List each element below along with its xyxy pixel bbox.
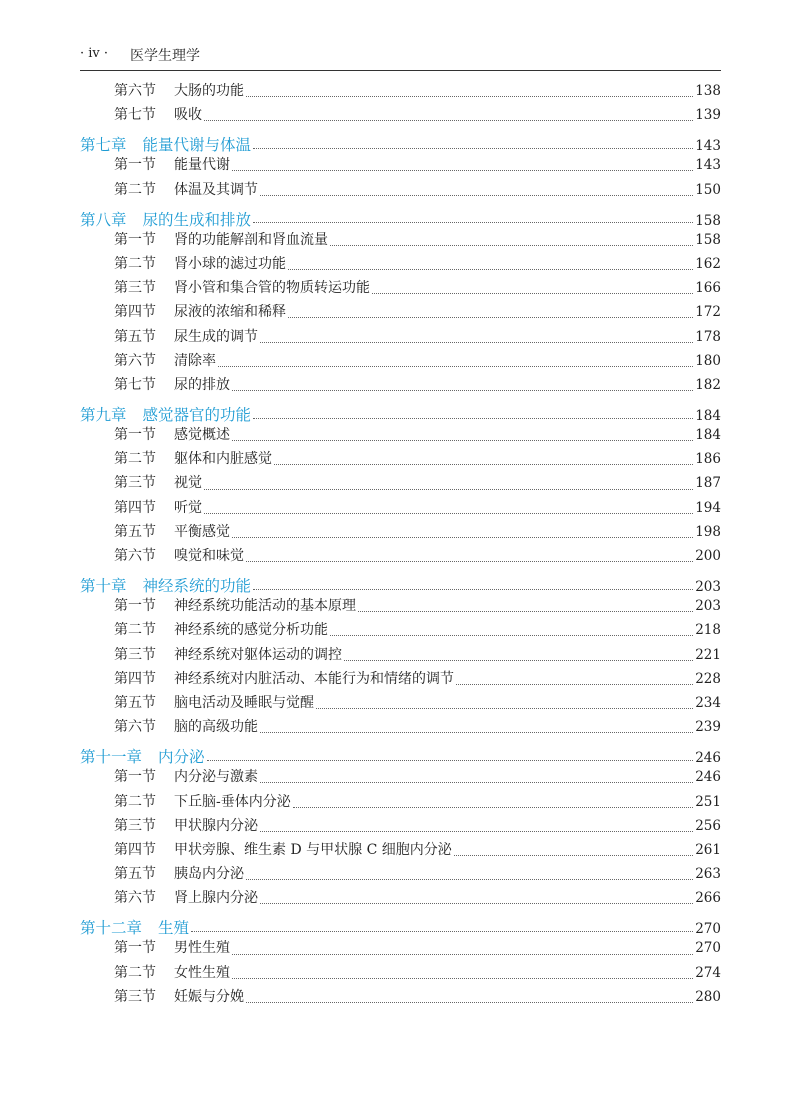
chapter-number: 第九章 — [80, 406, 127, 425]
page-number-ref: 274 — [695, 964, 721, 981]
page-number-ref: 143 — [695, 138, 721, 155]
section-title: 能量代谢 — [174, 157, 230, 174]
toc-section-row[interactable] — [80, 887, 721, 911]
page-number-ref: 158 — [695, 231, 721, 248]
page-number-ref: 150 — [695, 181, 721, 198]
toc-chapter-row[interactable] — [80, 398, 721, 424]
toc-section-row[interactable] — [80, 962, 721, 986]
section-title: 神经系统对内脏活动、本能行为和情绪的调节 — [174, 670, 454, 687]
page-number-ref: 246 — [695, 750, 721, 767]
dot-leader — [288, 268, 693, 270]
dot-leader — [330, 244, 693, 246]
page-number-ref: 270 — [695, 921, 721, 938]
page-number: · iv · — [80, 46, 109, 61]
dot-leader — [372, 292, 693, 294]
page-number-ref: 186 — [695, 451, 721, 468]
page-number-ref: 228 — [695, 670, 721, 687]
section-title: 神经系统功能活动的基本原理 — [174, 598, 356, 615]
section-number: 第六节 — [114, 719, 156, 736]
dot-leader — [454, 854, 693, 856]
toc-section-row[interactable] — [80, 253, 721, 277]
section-title: 下丘脑-垂体内分泌 — [174, 793, 291, 810]
dot-leader — [246, 560, 693, 562]
section-title: 内分泌与激素 — [174, 769, 258, 786]
section-number: 第二节 — [114, 964, 156, 981]
chapter-number: 第七章 — [80, 136, 127, 155]
section-title: 体温及其调节 — [174, 181, 258, 198]
dot-leader — [260, 902, 693, 904]
chapter-number: 第十二章 — [80, 919, 143, 938]
dot-leader — [260, 194, 693, 196]
section-number: 第一节 — [114, 231, 156, 248]
section-title: 清除率 — [174, 352, 216, 369]
section-title: 男性生殖 — [174, 940, 230, 957]
table-of-contents — [80, 80, 721, 1010]
dot-leader — [288, 316, 693, 318]
section-title: 大肠的功能 — [174, 83, 244, 99]
section-title: 脑电活动及睡眠与觉醒 — [174, 694, 314, 711]
page-number-ref: 162 — [695, 255, 721, 272]
section-number: 第一节 — [114, 940, 156, 957]
toc-section-row[interactable] — [80, 839, 721, 863]
page-number-ref: 200 — [695, 548, 721, 564]
toc-section-row[interactable] — [80, 545, 721, 569]
dot-leader — [260, 731, 693, 733]
page-number-ref: 251 — [695, 793, 721, 810]
chapter-title: 尿的生成和排放 — [142, 210, 252, 229]
dot-leader — [344, 659, 693, 661]
section-number: 第四节 — [114, 499, 156, 516]
section-title: 吸收 — [174, 107, 202, 124]
chapter-number: 第十一章 — [80, 748, 143, 767]
dot-leader — [246, 95, 693, 97]
section-number: 第四节 — [114, 304, 156, 321]
page-number-ref: 158 — [695, 212, 721, 229]
section-title: 神经系统的感觉分析功能 — [174, 622, 328, 639]
chapter-number: 第十章 — [80, 577, 127, 596]
section-number: 第六节 — [114, 890, 156, 907]
page-number-ref: 184 — [695, 427, 721, 444]
toc-section-row[interactable] — [80, 472, 721, 496]
page-number-ref: 184 — [695, 408, 721, 425]
section-number: 第二节 — [114, 793, 156, 810]
section-title: 甲状旁腺、维生素 D 与甲状腺 C 细胞内分泌 — [174, 841, 452, 858]
section-number: 第三节 — [114, 280, 156, 297]
toc-section-row[interactable] — [80, 350, 721, 374]
section-title: 嗅觉和味觉 — [174, 548, 244, 564]
page-number-ref: 256 — [695, 817, 721, 834]
page-number-ref: 203 — [695, 579, 721, 596]
dot-leader — [232, 169, 693, 171]
section-number: 第五节 — [114, 523, 156, 540]
page-number-ref: 270 — [695, 940, 721, 957]
dot-leader — [260, 830, 693, 832]
section-title: 平衡感觉 — [174, 523, 230, 540]
dot-leader — [218, 365, 693, 367]
toc-section-row[interactable] — [80, 326, 721, 350]
page-number-ref: 246 — [695, 769, 721, 786]
toc-chapter-row[interactable] — [80, 569, 721, 595]
dot-leader — [253, 147, 693, 149]
dot-leader — [293, 806, 693, 808]
dot-leader — [232, 389, 693, 391]
section-number: 第一节 — [114, 157, 156, 174]
page-number-ref: 234 — [695, 694, 721, 711]
page-number-ref: 139 — [695, 107, 721, 124]
page-number-ref: 172 — [695, 304, 721, 321]
section-title: 尿生成的调节 — [174, 328, 258, 345]
section-number: 第三节 — [114, 817, 156, 834]
dot-leader — [330, 634, 693, 636]
section-number: 第二节 — [114, 451, 156, 468]
section-title: 肾小球的滤过功能 — [174, 255, 286, 272]
dot-leader — [232, 977, 693, 979]
section-number: 第六节 — [114, 352, 156, 369]
toc-chapter-row[interactable] — [80, 911, 721, 937]
section-number: 第七节 — [114, 376, 156, 393]
dot-leader — [456, 683, 693, 685]
section-number: 第七节 — [114, 107, 156, 124]
dot-leader — [260, 781, 693, 783]
page-number-ref: 166 — [695, 280, 721, 297]
section-title: 视觉 — [174, 475, 202, 492]
section-number: 第四节 — [114, 670, 156, 687]
page-number-ref: 180 — [695, 352, 721, 369]
toc-section-row[interactable] — [80, 692, 721, 716]
toc-section-row[interactable] — [80, 791, 721, 815]
section-number: 第三节 — [114, 475, 156, 492]
chapter-title: 神经系统的功能 — [142, 577, 252, 596]
section-title: 甲状腺内分泌 — [174, 817, 258, 834]
toc-section-row[interactable] — [80, 815, 721, 839]
page-number-ref: 143 — [695, 157, 721, 174]
toc-section-row[interactable] — [80, 104, 721, 128]
dot-leader — [358, 610, 693, 612]
toc-section-row[interactable] — [80, 229, 721, 253]
section-number: 第二节 — [114, 181, 156, 198]
page-number-ref: 261 — [695, 841, 721, 858]
section-title: 脑的高级功能 — [174, 719, 258, 736]
section-title: 肾小管和集合管的物质转运功能 — [174, 280, 370, 297]
toc-section-row[interactable] — [80, 766, 721, 790]
section-number: 第五节 — [114, 694, 156, 711]
toc-section-row[interactable] — [80, 154, 721, 178]
toc-section-row[interactable] — [80, 80, 721, 104]
page-number-ref: 280 — [695, 988, 721, 1005]
dot-leader — [204, 512, 693, 514]
dot-leader — [204, 119, 693, 121]
dot-leader — [232, 439, 693, 441]
section-title: 妊娠与分娩 — [174, 988, 244, 1005]
section-number: 第二节 — [114, 622, 156, 639]
chapter-title: 感觉器官的功能 — [142, 406, 252, 425]
dot-leader — [253, 417, 693, 419]
dot-leader — [191, 930, 693, 932]
toc-section-row[interactable] — [80, 937, 721, 961]
chapter-title: 生殖 — [158, 919, 190, 938]
chapter-number: 第八章 — [80, 210, 127, 229]
dot-leader — [207, 759, 694, 761]
page-number-ref: 266 — [695, 890, 721, 907]
page-number-ref: 218 — [695, 622, 721, 639]
chapter-title: 内分泌 — [158, 748, 205, 767]
toc-chapter-row[interactable] — [80, 740, 721, 766]
section-number: 第二节 — [114, 255, 156, 272]
page-number-ref: 178 — [695, 328, 721, 345]
dot-leader — [232, 536, 693, 538]
page-number-ref: 182 — [695, 376, 721, 393]
page-number-ref: 138 — [695, 83, 721, 99]
dot-leader — [316, 707, 693, 709]
toc-section-row[interactable] — [80, 863, 721, 887]
toc-section-row[interactable] — [80, 448, 721, 472]
toc-section-row[interactable] — [80, 497, 721, 521]
page-number-ref: 221 — [695, 646, 721, 663]
section-number: 第六节 — [114, 548, 156, 564]
toc-section-row[interactable] — [80, 521, 721, 545]
section-title: 神经系统对躯体运动的调控 — [174, 646, 342, 663]
section-title: 女性生殖 — [174, 964, 230, 981]
section-number: 第一节 — [114, 598, 156, 615]
dot-leader — [253, 221, 693, 223]
section-number: 第一节 — [114, 427, 156, 444]
section-number: 第五节 — [114, 328, 156, 345]
toc-section-row[interactable] — [80, 668, 721, 692]
section-title: 肾上腺内分泌 — [174, 890, 258, 907]
toc-section-row[interactable] — [80, 619, 721, 643]
section-number: 第四节 — [114, 841, 156, 858]
chapter-title: 能量代谢与体温 — [142, 136, 252, 155]
dot-leader — [260, 341, 693, 343]
section-title: 躯体和内脏感觉 — [174, 451, 272, 468]
section-number: 第六节 — [114, 83, 156, 99]
section-title: 尿的排放 — [174, 376, 230, 393]
section-title: 听觉 — [174, 499, 202, 516]
page-number-ref: 194 — [695, 499, 721, 516]
page-number-ref: 203 — [695, 598, 721, 615]
toc-section-row[interactable] — [80, 301, 721, 325]
section-number: 第三节 — [114, 988, 156, 1005]
dot-leader — [274, 463, 693, 465]
toc-chapter-row[interactable] — [80, 203, 721, 229]
toc-section-row[interactable] — [80, 986, 721, 1010]
section-number: 第三节 — [114, 646, 156, 663]
dot-leader — [232, 953, 693, 955]
toc-section-row[interactable] — [80, 277, 721, 301]
section-title: 感觉概述 — [174, 427, 230, 444]
section-number: 第五节 — [114, 866, 156, 883]
toc-chapter-row[interactable] — [80, 128, 721, 154]
book-title: 医学生理学 — [130, 48, 200, 64]
dot-leader — [204, 488, 693, 490]
toc-section-row[interactable] — [80, 595, 721, 619]
page-number-ref: 263 — [695, 866, 721, 883]
dot-leader — [246, 878, 693, 880]
toc-section-row[interactable] — [80, 424, 721, 448]
dot-leader — [253, 588, 693, 590]
section-title: 肾的功能解剖和肾血流量 — [174, 231, 328, 248]
toc-section-row[interactable] — [80, 644, 721, 668]
toc-section-row[interactable] — [80, 374, 721, 398]
section-number: 第一节 — [114, 769, 156, 786]
section-title: 尿液的浓缩和稀释 — [174, 304, 286, 321]
page-number-ref: 198 — [695, 523, 721, 540]
section-title: 胰岛内分泌 — [174, 866, 244, 883]
toc-section-row[interactable] — [80, 179, 721, 203]
page-number-ref: 239 — [695, 719, 721, 736]
page-header — [80, 44, 721, 71]
dot-leader — [246, 1001, 693, 1003]
toc-section-row[interactable] — [80, 716, 721, 740]
page-number-ref: 187 — [695, 475, 721, 492]
